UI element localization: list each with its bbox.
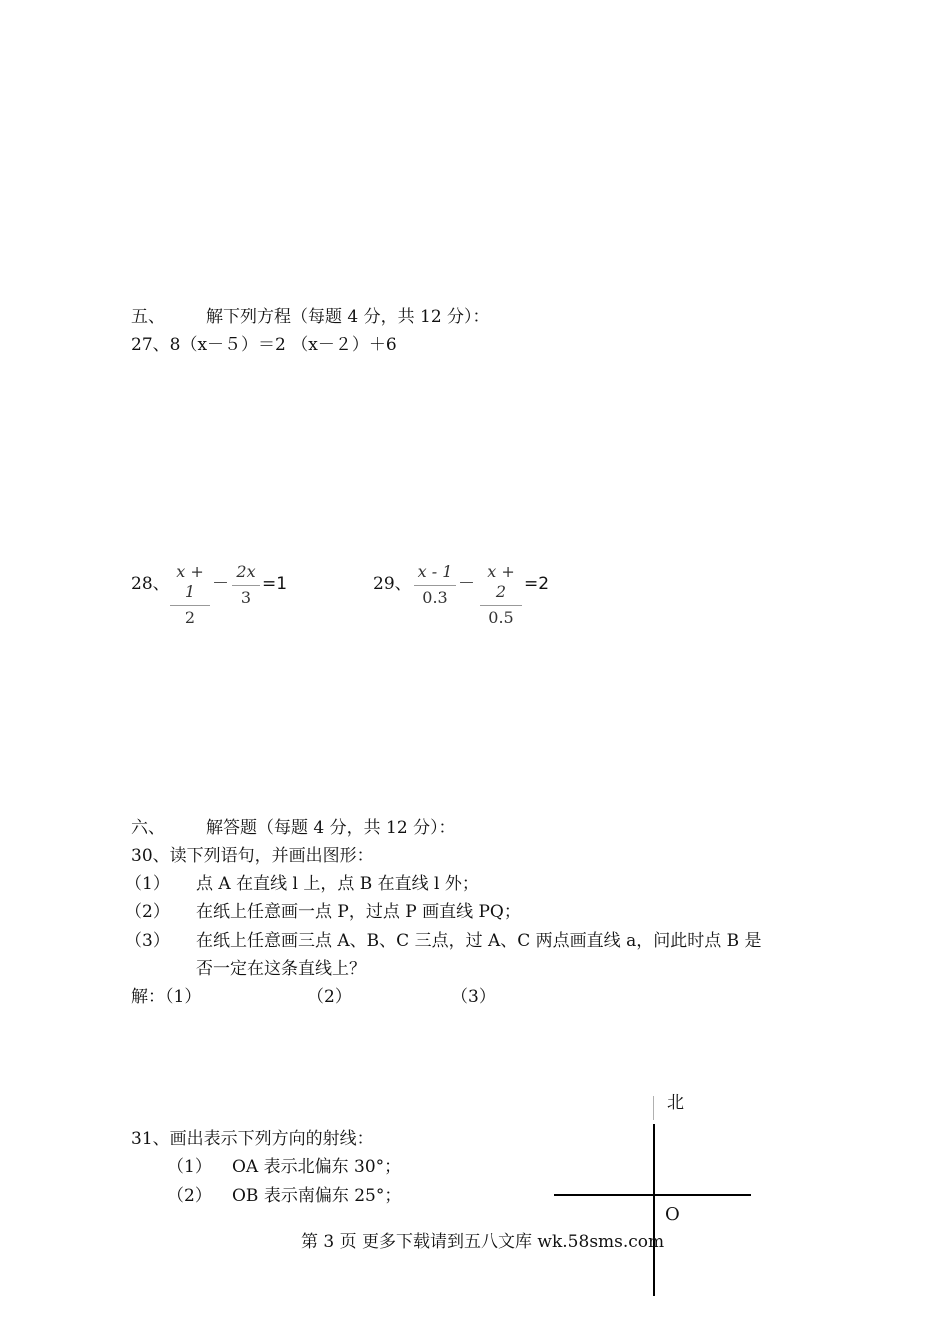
q29-frac2-numerator: x + 2 [487,562,515,601]
section5-heading-num: 五、 [131,307,165,327]
horizontal-axis [554,1194,751,1196]
q31-item-1-num: （1） [167,1157,212,1177]
q28-fraction-1 [170,562,210,628]
q30-answer-label: 解：（1） [131,987,202,1007]
question-27: 27、8（x－５）＝2 （x－２）＋6 [131,335,397,355]
q30-item-2-num: （2） [125,902,170,922]
section6-heading-num: 六、 [131,818,165,838]
q29-fraction-1 [414,562,456,608]
q30-item-1-num: （1） [125,874,170,894]
q30-item-3-continuation: 否一定在这条直线上？ [196,959,366,979]
q28-frac1-denominator: 2 [184,608,196,627]
fraction-bar [414,585,456,586]
question-28-label: 28、 [131,574,170,594]
section5-heading: 解下列方程（每题 4 分，共 12 分）： [206,307,490,327]
q28-frac2-denominator: 3 [240,588,252,607]
q30-answer-3: （3） [451,987,496,1007]
fraction-bar [480,605,522,606]
q28-result: =1 [262,574,288,594]
q29-fraction-2 [480,562,522,628]
q28-frac1-numerator: x + 1 [176,562,204,601]
q29-result: =2 [524,574,550,594]
q30-item-3-num: （3） [125,931,170,951]
question-30-title: 30、读下列语句，并画出图形： [131,846,374,866]
origin-label: O [665,1204,680,1225]
q30-answer-2: （2） [307,987,352,1007]
question-31-title: 31、画出表示下列方向的射线： [131,1129,374,1149]
q31-item-2-text: OB 表示南偏东 25°； [232,1186,402,1206]
q28-fraction-2 [232,562,260,608]
q28-minus: － [212,574,229,594]
q31-item-1-text: OA 表示北偏东 30°； [232,1157,402,1177]
north-tick-mark [653,1096,654,1120]
q29-frac1-denominator: 0.3 [422,588,448,607]
q29-frac1-numerator: x - 1 [417,562,453,581]
q29-frac2-denominator: 0.5 [488,608,514,627]
page-footer: 第 3 页 更多下载请到五八文库 wk.58sms.com [301,1232,665,1252]
q28-frac2-numerator: 2x [236,562,256,581]
vertical-axis [653,1124,655,1296]
q31-item-2-num: （2） [167,1186,212,1206]
fraction-bar [170,605,210,606]
q29-minus: － [458,574,475,594]
fraction-bar [232,585,260,586]
q30-item-1-text: 点 A 在直线 l 上，点 B 在直线 l 外； [196,874,479,894]
question-29-label: 29、 [373,574,412,594]
section6-heading: 解答题（每题 4 分，共 12 分）： [206,818,456,838]
q30-item-2-text: 在纸上任意画一点 P，过点 P 画直线 PQ； [196,902,521,922]
q30-item-3-text: 在纸上任意画三点 A、B、C 三点，过 A、C 两点画直线 a，问此时点 B 是 [196,931,762,951]
north-label: 北 [667,1093,684,1113]
